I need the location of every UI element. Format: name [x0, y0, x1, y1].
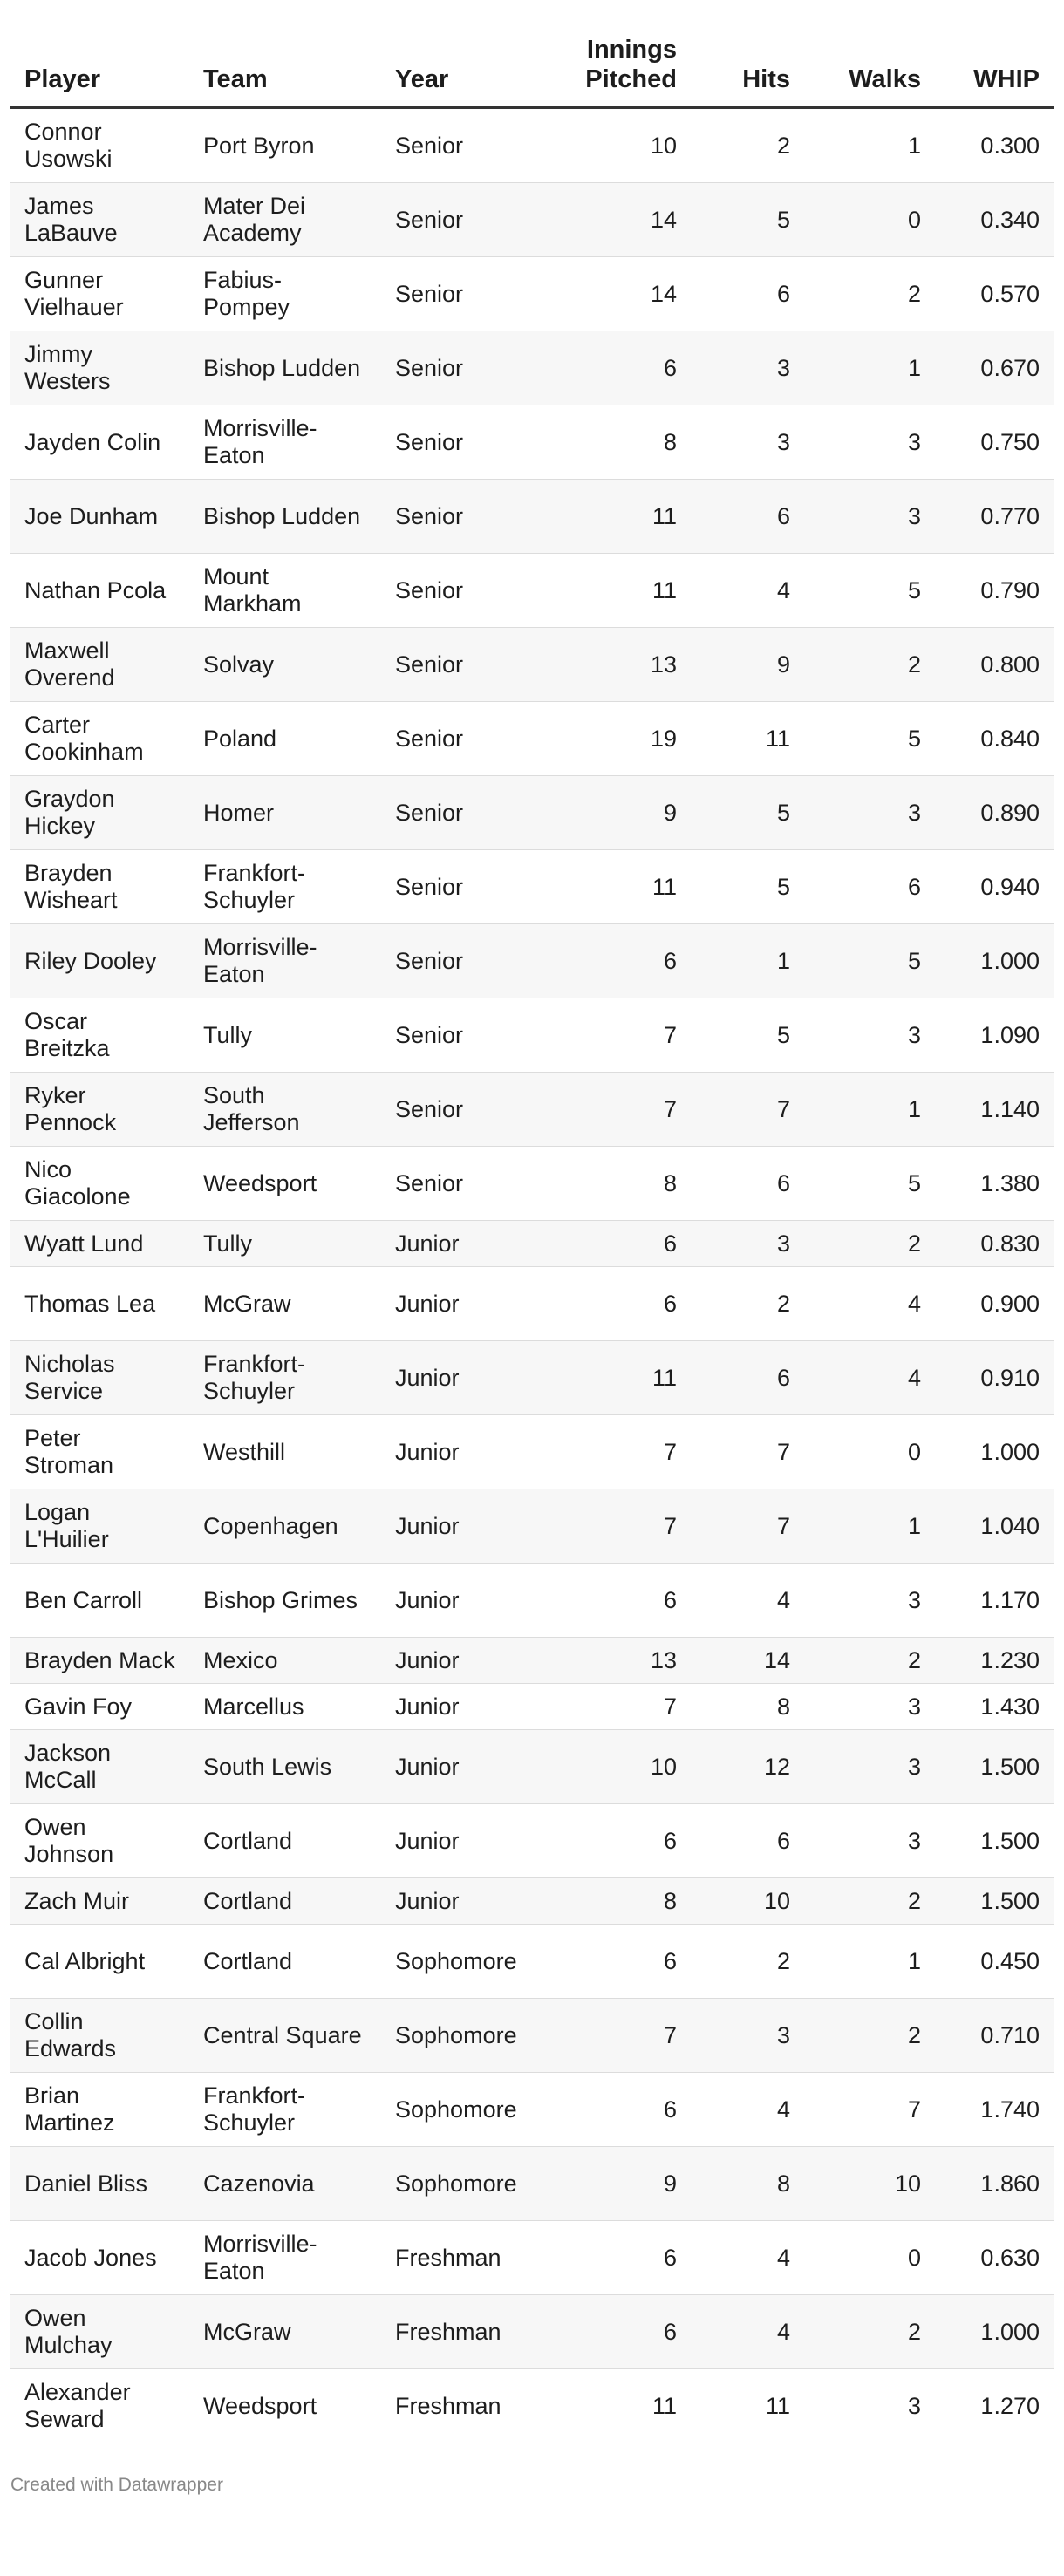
whip-cell: 1.500 [935, 1730, 1054, 1804]
hits-cell: 9 [691, 628, 804, 702]
team-cell: Morrisville-Eaton [189, 405, 381, 480]
header-team[interactable]: Team [189, 35, 381, 108]
innings-pitched-cell: 6 [542, 331, 691, 405]
year-cell: Sophomore [381, 1999, 542, 2073]
header-whip[interactable]: WHIP [935, 35, 1054, 108]
table-row [10, 1489, 1054, 1564]
year-cell: Sophomore [381, 2073, 542, 2147]
whip-cell: 0.340 [935, 183, 1054, 257]
whip-cell: 0.750 [935, 405, 1054, 480]
walks-cell: 1 [804, 331, 935, 405]
player-cell: Brian Martinez [10, 2073, 189, 2147]
player-cell: Jackson McCall [10, 1730, 189, 1804]
innings-pitched-cell: 6 [542, 1564, 691, 1638]
year-cell: Junior [381, 1804, 542, 1878]
walks-cell: 10 [804, 2147, 935, 2221]
team-cell: Bishop Grimes [189, 1564, 381, 1638]
table-row [10, 1925, 1054, 1999]
hits-cell: 6 [691, 1804, 804, 1878]
table-row [10, 1221, 1054, 1267]
table-row [10, 628, 1054, 702]
hits-cell: 4 [691, 2295, 804, 2369]
walks-cell: 1 [804, 1925, 935, 1999]
team-cell: McGraw [189, 1267, 381, 1341]
team-cell: Cortland [189, 1925, 381, 1999]
innings-pitched-cell: 7 [542, 1415, 691, 1489]
walks-cell: 0 [804, 183, 935, 257]
innings-pitched-cell: 13 [542, 628, 691, 702]
hits-cell: 5 [691, 850, 804, 924]
walks-cell: 2 [804, 628, 935, 702]
team-cell: Mexico [189, 1638, 381, 1684]
innings-pitched-cell: 7 [542, 1073, 691, 1147]
year-cell: Senior [381, 554, 542, 628]
whip-cell: 1.140 [935, 1073, 1054, 1147]
hits-cell: 6 [691, 257, 804, 331]
player-cell: James LaBauve [10, 183, 189, 257]
innings-pitched-cell: 10 [542, 1730, 691, 1804]
walks-cell: 3 [804, 1804, 935, 1878]
team-cell: Fabius-Pompey [189, 257, 381, 331]
header-walks[interactable]: Walks [804, 35, 935, 108]
hits-cell: 6 [691, 1147, 804, 1221]
innings-pitched-cell: 11 [542, 480, 691, 554]
innings-pitched-cell: 8 [542, 1878, 691, 1925]
year-cell: Junior [381, 1267, 542, 1341]
walks-cell: 5 [804, 702, 935, 776]
whip-cell: 1.430 [935, 1684, 1054, 1730]
hits-cell: 11 [691, 702, 804, 776]
year-cell: Junior [381, 1564, 542, 1638]
header-year[interactable]: Year [381, 35, 542, 108]
hits-cell: 6 [691, 480, 804, 554]
player-cell: Jacob Jones [10, 2221, 189, 2295]
team-cell: Tully [189, 1221, 381, 1267]
hits-cell: 3 [691, 1221, 804, 1267]
innings-pitched-cell: 7 [542, 1999, 691, 2073]
hits-cell: 2 [691, 1267, 804, 1341]
year-cell: Freshman [381, 2221, 542, 2295]
whip-cell: 0.940 [935, 850, 1054, 924]
table-row [10, 2369, 1054, 2443]
player-cell: Owen Mulchay [10, 2295, 189, 2369]
walks-cell: 3 [804, 998, 935, 1073]
table-container [10, 0, 1064, 2496]
table-row [10, 1804, 1054, 1878]
team-cell: Frankfort-Schuyler [189, 850, 381, 924]
player-cell: Collin Edwards [10, 1999, 189, 2073]
walks-cell: 2 [804, 1878, 935, 1925]
whip-cell: 1.500 [935, 1804, 1054, 1878]
table-row [10, 924, 1054, 998]
table-row [10, 331, 1054, 405]
year-cell: Junior [381, 1489, 542, 1564]
whip-cell: 0.790 [935, 554, 1054, 628]
innings-pitched-cell: 8 [542, 1147, 691, 1221]
player-cell: Connor Usowski [10, 108, 189, 183]
innings-pitched-cell: 6 [542, 2221, 691, 2295]
year-cell: Senior [381, 924, 542, 998]
player-cell: Jimmy Westers [10, 331, 189, 405]
team-cell: Morrisville-Eaton [189, 924, 381, 998]
team-cell: South Lewis [189, 1730, 381, 1804]
hits-cell: 14 [691, 1638, 804, 1684]
walks-cell: 3 [804, 776, 935, 850]
year-cell: Junior [381, 1221, 542, 1267]
player-cell: Ryker Pennock [10, 1073, 189, 1147]
table-row [10, 1267, 1054, 1341]
hits-cell: 4 [691, 2221, 804, 2295]
innings-pitched-cell: 6 [542, 1925, 691, 1999]
team-cell: Westhill [189, 1415, 381, 1489]
table-row [10, 1073, 1054, 1147]
table-row [10, 1878, 1054, 1925]
year-cell: Junior [381, 1415, 542, 1489]
innings-pitched-cell: 10 [542, 108, 691, 183]
header-row [10, 35, 1054, 108]
walks-cell: 7 [804, 2073, 935, 2147]
walks-cell: 6 [804, 850, 935, 924]
table-row [10, 257, 1054, 331]
year-cell: Senior [381, 702, 542, 776]
player-cell: Carter Cookinham [10, 702, 189, 776]
walks-cell: 5 [804, 924, 935, 998]
team-cell: South Jefferson [189, 1073, 381, 1147]
innings-pitched-cell: 7 [542, 1684, 691, 1730]
walks-cell: 0 [804, 2221, 935, 2295]
whip-table [10, 35, 1054, 2443]
team-cell: McGraw [189, 2295, 381, 2369]
player-cell: Peter Stroman [10, 1415, 189, 1489]
hits-cell: 10 [691, 1878, 804, 1925]
team-cell: Morrisville-Eaton [189, 2221, 381, 2295]
table-row [10, 405, 1054, 480]
header-innings-line2: Pitched [585, 65, 677, 93]
whip-cell: 0.910 [935, 1341, 1054, 1415]
player-cell: Brayden Wisheart [10, 850, 189, 924]
walks-cell: 2 [804, 1999, 935, 2073]
year-cell: Senior [381, 405, 542, 480]
year-cell: Senior [381, 1073, 542, 1147]
header-innings-line1: Innings [586, 36, 677, 64]
walks-cell: 5 [804, 1147, 935, 1221]
whip-cell: 0.670 [935, 331, 1054, 405]
player-cell: Nicholas Service [10, 1341, 189, 1415]
year-cell: Senior [381, 850, 542, 924]
table-row [10, 183, 1054, 257]
innings-pitched-cell: 11 [542, 2369, 691, 2443]
innings-pitched-cell: 13 [542, 1638, 691, 1684]
walks-cell: 4 [804, 1267, 935, 1341]
hits-cell: 2 [691, 108, 804, 183]
year-cell: Freshman [381, 2295, 542, 2369]
player-cell: Logan L'Huilier [10, 1489, 189, 1564]
year-cell: Senior [381, 998, 542, 1073]
whip-cell: 1.230 [935, 1638, 1054, 1684]
player-cell: Jayden Colin [10, 405, 189, 480]
player-cell: Thomas Lea [10, 1267, 189, 1341]
innings-pitched-cell: 6 [542, 1804, 691, 1878]
year-cell: Junior [381, 1730, 542, 1804]
walks-cell: 2 [804, 257, 935, 331]
whip-cell: 1.270 [935, 2369, 1054, 2443]
whip-cell: 0.840 [935, 702, 1054, 776]
team-cell: Mount Markham [189, 554, 381, 628]
team-cell: Solvay [189, 628, 381, 702]
table-row [10, 850, 1054, 924]
year-cell: Senior [381, 331, 542, 405]
innings-pitched-cell: 14 [542, 183, 691, 257]
player-cell: Gunner Vielhauer [10, 257, 189, 331]
year-cell: Senior [381, 183, 542, 257]
whip-cell: 1.000 [935, 2295, 1054, 2369]
player-cell: Joe Dunham [10, 480, 189, 554]
team-cell: Weedsport [189, 2369, 381, 2443]
innings-pitched-cell: 11 [542, 850, 691, 924]
hits-cell: 7 [691, 1415, 804, 1489]
player-cell: Alexander Seward [10, 2369, 189, 2443]
year-cell: Senior [381, 108, 542, 183]
table-header [10, 35, 1054, 108]
team-cell: Central Square [189, 1999, 381, 2073]
player-cell: Wyatt Lund [10, 1221, 189, 1267]
table-row [10, 1341, 1054, 1415]
hits-cell: 3 [691, 405, 804, 480]
hits-cell: 1 [691, 924, 804, 998]
hits-cell: 5 [691, 998, 804, 1073]
whip-cell: 1.040 [935, 1489, 1054, 1564]
year-cell: Senior [381, 776, 542, 850]
whip-cell: 0.800 [935, 628, 1054, 702]
whip-cell: 1.860 [935, 2147, 1054, 2221]
team-cell: Bishop Ludden [189, 331, 381, 405]
header-hits[interactable]: Hits [691, 35, 804, 108]
whip-cell: 1.000 [935, 1415, 1054, 1489]
team-cell: Marcellus [189, 1684, 381, 1730]
team-cell: Mater Dei Academy [189, 183, 381, 257]
player-cell: Oscar Breitzka [10, 998, 189, 1073]
innings-pitched-cell: 14 [542, 257, 691, 331]
whip-cell: 1.170 [935, 1564, 1054, 1638]
whip-cell: 0.450 [935, 1925, 1054, 1999]
walks-cell: 4 [804, 1341, 935, 1415]
table-row [10, 108, 1054, 183]
team-cell: Cortland [189, 1878, 381, 1925]
innings-pitched-cell: 6 [542, 1267, 691, 1341]
innings-pitched-cell: 11 [542, 554, 691, 628]
walks-cell: 1 [804, 1489, 935, 1564]
innings-pitched-cell: 11 [542, 1341, 691, 1415]
year-cell: Junior [381, 1684, 542, 1730]
whip-cell: 0.890 [935, 776, 1054, 850]
whip-cell: 1.500 [935, 1878, 1054, 1925]
innings-pitched-cell: 7 [542, 1489, 691, 1564]
innings-pitched-cell: 8 [542, 405, 691, 480]
player-cell: Brayden Mack [10, 1638, 189, 1684]
walks-cell: 3 [804, 1730, 935, 1804]
table-row [10, 1564, 1054, 1638]
walks-cell: 2 [804, 1638, 935, 1684]
year-cell: Senior [381, 1147, 542, 1221]
team-cell: Tully [189, 998, 381, 1073]
whip-cell: 0.770 [935, 480, 1054, 554]
walks-cell: 3 [804, 1684, 935, 1730]
table-row [10, 1730, 1054, 1804]
player-cell: Riley Dooley [10, 924, 189, 998]
year-cell: Junior [381, 1341, 542, 1415]
table-row [10, 776, 1054, 850]
hits-cell: 3 [691, 331, 804, 405]
walks-cell: 3 [804, 405, 935, 480]
team-cell: Port Byron [189, 108, 381, 183]
whip-cell: 1.380 [935, 1147, 1054, 1221]
hits-cell: 5 [691, 776, 804, 850]
walks-cell: 0 [804, 1415, 935, 1489]
whip-cell: 0.830 [935, 1221, 1054, 1267]
player-cell: Maxwell Overend [10, 628, 189, 702]
hits-cell: 4 [691, 554, 804, 628]
hits-cell: 12 [691, 1730, 804, 1804]
player-cell: Cal Albright [10, 1925, 189, 1999]
footer-credit[interactable]: Created with Datawrapper [10, 2475, 223, 2495]
innings-pitched-cell: 6 [542, 2073, 691, 2147]
whip-cell: 0.900 [935, 1267, 1054, 1341]
table-row [10, 480, 1054, 554]
player-cell: Nathan Pcola [10, 554, 189, 628]
hits-cell: 2 [691, 1925, 804, 1999]
innings-pitched-cell: 6 [542, 1221, 691, 1267]
team-cell: Frankfort-Schuyler [189, 1341, 381, 1415]
year-cell: Senior [381, 628, 542, 702]
table-row [10, 2147, 1054, 2221]
walks-cell: 5 [804, 554, 935, 628]
innings-pitched-cell: 9 [542, 2147, 691, 2221]
player-cell: Nico Giacolone [10, 1147, 189, 1221]
walks-cell: 3 [804, 1564, 935, 1638]
team-cell: Cazenovia [189, 2147, 381, 2221]
innings-pitched-cell: 6 [542, 924, 691, 998]
table-row [10, 1999, 1054, 2073]
hits-cell: 6 [691, 1341, 804, 1415]
table-row [10, 2295, 1054, 2369]
table-row [10, 1638, 1054, 1684]
year-cell: Sophomore [381, 2147, 542, 2221]
team-cell: Weedsport [189, 1147, 381, 1221]
hits-cell: 4 [691, 1564, 804, 1638]
table-row [10, 1684, 1054, 1730]
table-row [10, 702, 1054, 776]
whip-cell: 0.710 [935, 1999, 1054, 2073]
year-cell: Senior [381, 480, 542, 554]
innings-pitched-cell: 6 [542, 2295, 691, 2369]
whip-cell: 1.000 [935, 924, 1054, 998]
walks-cell: 1 [804, 108, 935, 183]
year-cell: Junior [381, 1878, 542, 1925]
innings-pitched-cell: 19 [542, 702, 691, 776]
player-cell: Ben Carroll [10, 1564, 189, 1638]
walks-cell: 3 [804, 2369, 935, 2443]
table-row [10, 1147, 1054, 1221]
year-cell: Senior [381, 257, 542, 331]
player-cell: Gavin Foy [10, 1684, 189, 1730]
team-cell: Bishop Ludden [189, 480, 381, 554]
hits-cell: 7 [691, 1073, 804, 1147]
table-row [10, 1415, 1054, 1489]
innings-pitched-cell: 9 [542, 776, 691, 850]
header-innings-pitched[interactable] [542, 35, 691, 108]
player-cell: Zach Muir [10, 1878, 189, 1925]
hits-cell: 7 [691, 1489, 804, 1564]
walks-cell: 2 [804, 1221, 935, 1267]
walks-cell: 2 [804, 2295, 935, 2369]
walks-cell: 3 [804, 480, 935, 554]
whip-cell: 1.740 [935, 2073, 1054, 2147]
hits-cell: 8 [691, 2147, 804, 2221]
player-cell: Daniel Bliss [10, 2147, 189, 2221]
whip-cell: 0.300 [935, 108, 1054, 183]
team-cell: Homer [189, 776, 381, 850]
header-player[interactable]: Player [10, 35, 189, 108]
table-body [10, 108, 1054, 2443]
team-cell: Poland [189, 702, 381, 776]
team-cell: Cortland [189, 1804, 381, 1878]
hits-cell: 5 [691, 183, 804, 257]
team-cell: Frankfort-Schuyler [189, 2073, 381, 2147]
hits-cell: 4 [691, 2073, 804, 2147]
table-row [10, 2221, 1054, 2295]
year-cell: Junior [381, 1638, 542, 1684]
whip-cell: 0.630 [935, 2221, 1054, 2295]
table-row [10, 2073, 1054, 2147]
hits-cell: 3 [691, 1999, 804, 2073]
whip-cell: 0.570 [935, 257, 1054, 331]
table-row [10, 554, 1054, 628]
whip-cell: 1.090 [935, 998, 1054, 1073]
hits-cell: 11 [691, 2369, 804, 2443]
year-cell: Sophomore [381, 1925, 542, 1999]
year-cell: Freshman [381, 2369, 542, 2443]
walks-cell: 1 [804, 1073, 935, 1147]
innings-pitched-cell: 7 [542, 998, 691, 1073]
player-cell: Owen Johnson [10, 1804, 189, 1878]
hits-cell: 8 [691, 1684, 804, 1730]
table-row [10, 998, 1054, 1073]
player-cell: Graydon Hickey [10, 776, 189, 850]
team-cell: Copenhagen [189, 1489, 381, 1564]
